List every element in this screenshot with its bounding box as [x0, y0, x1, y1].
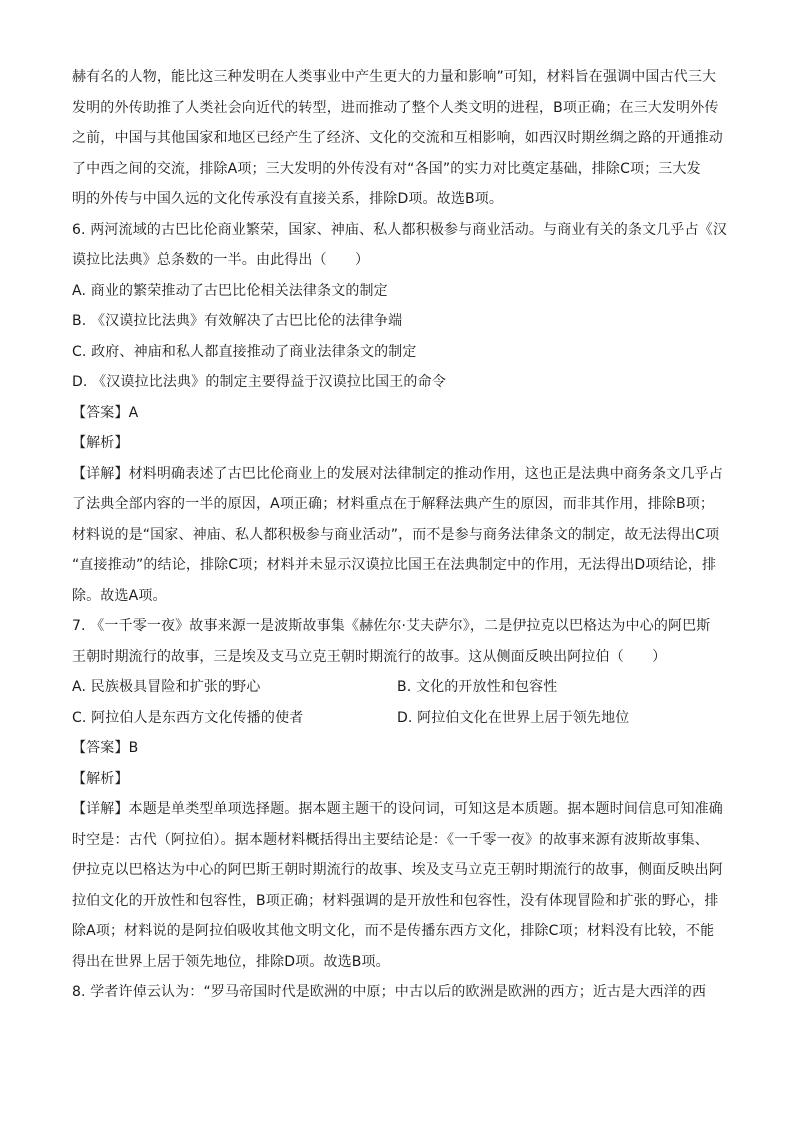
question-7-option-c: C. 阿拉伯人是东西方文化传播的使者: [72, 709, 304, 726]
analysis-label: 【解析】: [72, 770, 129, 787]
question-7-options-row: [72, 703, 727, 734]
explanation-line: 了法典全部内容的一半的原因，A项正确；材料重点在于解释法典产生的原因，而非其作用，排除B项；: [72, 496, 715, 512]
explanation-line: 【详解】材料明确表述了古巴比伦商业上的发展对法律制定的推动作用，这也正是法典中商务条文几乎占: [72, 465, 723, 482]
explanation-line: 拉伯文化的开放性和包容性，B项正确；材料强调的是开放性和包容性，没有体现冒险和扩张的野心，排: [72, 892, 719, 909]
document-page: [72, 62, 727, 1008]
explanation-line: 得出在世界上居于领先地位，排除D项。故选B项。: [72, 953, 390, 970]
question-6-option-a: A. 商业的繁荣推动了古巴比伦相关法律条文的制定: [72, 282, 388, 299]
text-line: 之前，中国与其他国家和地区已经产生了经济、文化的交流和互相影响，如西汉时期丝绸之路的开通推动: [72, 130, 723, 146]
question-7-stem: 王朝时期流行的故事，三是埃及支马立克王朝时期流行的故事。这从侧面反映出阿拉伯（ ）: [72, 648, 667, 665]
explanation-line: 【详解】本题是单类型单项选择题。据本题主题干的设问词，可知这是本质题。据本题时间信息可知准确: [72, 801, 723, 817]
question-6-option-c: C. 政府、神庙和私人都直接推动了商业法律条文的制定: [72, 343, 417, 360]
question-8-stem: 8. 学者许倬云认为：“罗马帝国时代是欧洲的中原；中古以后的欧洲是欧洲的西方；近古是大西洋的西: [72, 984, 707, 1000]
explanation-line: 除。故选A项。: [72, 587, 167, 604]
explanation-line: “直接推动”的结论，排除C项；材料并未显示汉谟拉比国王在法典制定中的作用，无法得出D项结论，排: [72, 557, 717, 573]
text-line: 了中西之间的交流，排除A项；三大发明的外传没有对“各国”的实力对比奠定基础，排除C项；三大发: [72, 160, 701, 177]
explanation-line: 材料说的是“国家、神庙、私人都积极参与商业活动”，而不是参与商务法律条文的制定，故无法得出C项: [72, 526, 720, 543]
text-line: 发明的外传助推了人类社会向近代的转型，进而推动了整个人类文明的进程，B项正确；在三大发明外传: [72, 99, 719, 116]
explanation-line: 伊拉克以巴格达为中心的阿巴斯王朝时期流行的故事、埃及支马立克王朝时期流行的故事，侧面反映出阿: [72, 862, 723, 878]
analysis-label: 【解析】: [72, 435, 129, 451]
answer-label: 【答案】A: [72, 404, 139, 421]
question-7-stem: 7. 《一千零一夜》故事来源一是波斯故事集《赫佐尔·艾夫萨尔》，二是伊拉克以巴格达为中心的阿巴斯: [72, 618, 711, 634]
question-6-option-d: D. 《汉谟拉比法典》的制定主要得益于汉谟拉比国王的命令: [72, 374, 446, 390]
question-6-stem: 谟拉比法典》总条数的一半。由此得出（ ）: [72, 252, 370, 268]
question-6-stem: 6. 两河流域的古巴比伦商业繁荣，国家、神庙、私人都积极参与商业活动。与商业有关的条文几乎占《汉: [72, 221, 727, 238]
question-7-option-a: A. 民族极具冒险和扩张的野心: [72, 679, 261, 695]
explanation-line: 除A项；材料说的是阿拉伯吸收其他文明文化，而不是传播东西方文化，排除C项；材料没有比较，不能: [72, 923, 715, 939]
answer-label: 【答案】B: [72, 740, 139, 756]
question-7-options-row: [72, 672, 727, 703]
explanation-line: 时空是：古代（阿拉伯）。据本题材料概括得出主要结论是：《一千零一夜》的故事来源有波斯故事集、: [72, 831, 709, 848]
question-7-option-d: D. 阿拉伯文化在世界上居于领先地位: [397, 709, 630, 726]
text-line: 明的外传与中国久远的文化传承没有直接关系，排除D项。故选B项。: [72, 191, 504, 207]
text-line: 赫有名的人物，能比这三种发明在人类事业中产生更大的力量和影响”可知，材料旨在强调中国古代三大: [72, 69, 717, 85]
question-7-option-b: B. 文化的开放性和包容性: [397, 679, 558, 695]
question-6-option-b: B. 《汉谟拉比法典》有效解决了古巴比伦的法律争端: [72, 313, 403, 329]
